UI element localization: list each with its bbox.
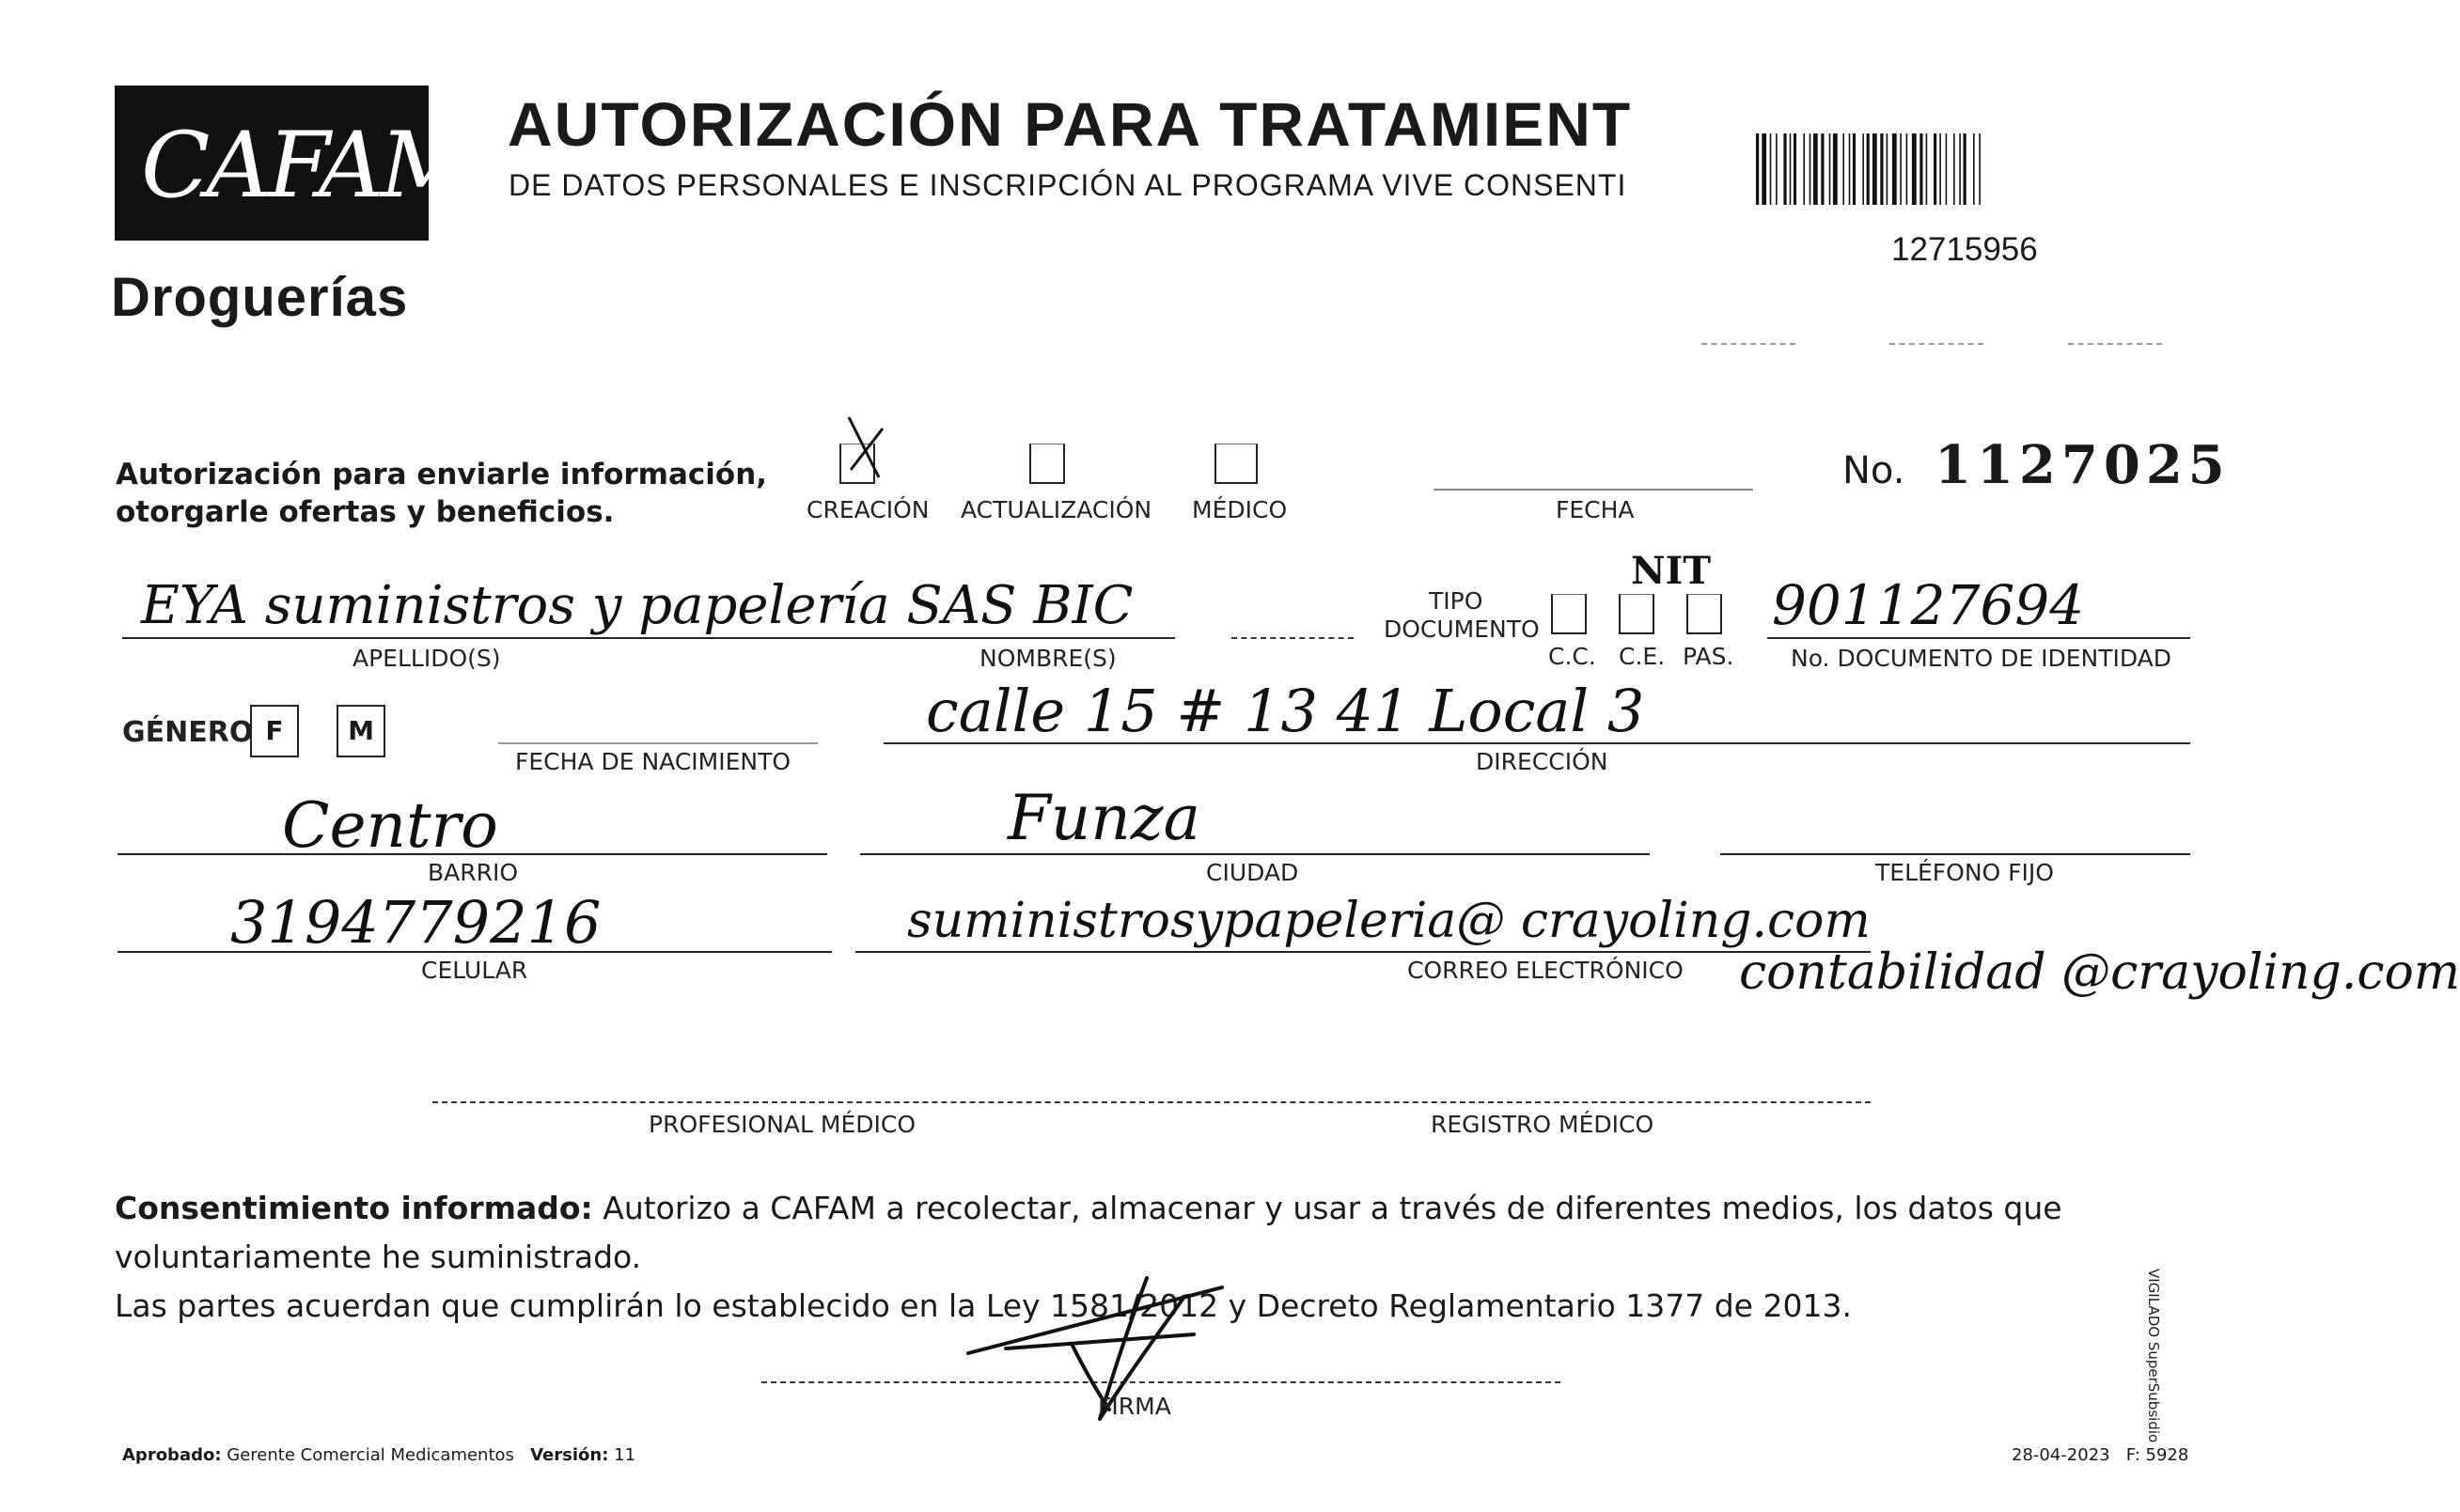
side-text: VIGILADO SuperSubsidio — [2145, 1269, 2162, 1443]
nit-note: NIT — [1631, 549, 1712, 593]
firma-label: FIRMA — [1098, 1393, 1171, 1420]
version-label: Versión: — [530, 1445, 609, 1465]
form-code: F: 5928 — [2125, 1445, 2189, 1465]
ciudad-label: CIUDAD — [1206, 859, 1299, 886]
consent-text-2: Las partes acuerdan que cumplirán lo establecido en la Ley 1581/2012 y Decreto Reglamentario 1377 de 2013. — [115, 1287, 1852, 1324]
barrio-value[interactable]: Centro — [282, 789, 498, 862]
barcode-icon — [1756, 133, 2130, 205]
ciudad-value[interactable]: Funza — [1008, 782, 1200, 854]
option-creacion-label: CREACIÓN — [807, 496, 930, 523]
correo-value[interactable]: suministrosypapeleria@ crayoling.com — [907, 893, 1871, 949]
nacimiento-line — [498, 742, 818, 744]
telefono-label: TELÉFONO FIJO — [1875, 859, 2054, 886]
version-value: 11 — [614, 1445, 636, 1465]
registro-label: REGISTRO MÉDICO — [1431, 1111, 1654, 1138]
consent-text-1: Autorizo a CAFAM a recolectar, almacenar y usar a través de diferentes medios, los datos que voluntariamente he suministrado. — [115, 1190, 2062, 1275]
genero-f-checkbox[interactable]: F — [250, 705, 299, 757]
nacimiento-label: FECHA DE NACIMIENTO — [515, 748, 791, 775]
nombres-label: NOMBRE(S) — [979, 645, 1117, 672]
footer-aprobado — [122, 1445, 635, 1465]
barrio-label: BARRIO — [428, 859, 519, 886]
form-number: 1127025 — [1935, 434, 2231, 496]
date-code: 28-04-2023 — [2012, 1445, 2110, 1465]
option-medico-label: MÉDICO — [1192, 496, 1288, 523]
genero-m-checkbox[interactable]: M — [337, 705, 385, 757]
ce-label: C.E. — [1619, 643, 1666, 670]
tipo-doc-label-2: DOCUMENTO — [1384, 616, 1540, 643]
profesional-label: PROFESIONAL MÉDICO — [649, 1111, 917, 1138]
footer-codes — [2012, 1445, 2188, 1465]
cc-label: C.C. — [1548, 643, 1596, 670]
aprobado-label: Aprobado: — [122, 1445, 222, 1465]
number-label: No. — [1842, 449, 1905, 492]
pas-checkbox[interactable] — [1686, 594, 1722, 634]
authorization-line-2: otorgarle ofertas y beneficios. — [116, 495, 615, 529]
logo-text: CAFAM — [141, 113, 469, 218]
doc-number-value[interactable]: 901127694 — [1772, 573, 2085, 637]
barcode-number: 12715956 — [1891, 231, 2038, 268]
actualizacion-checkbox[interactable] — [1029, 444, 1065, 484]
direccion-value[interactable]: calle 15 # 13 41 Local 3 — [926, 677, 1645, 745]
check-mark-icon — [841, 412, 907, 487]
genero-label: GÉNERO — [122, 716, 254, 749]
brand-subtitle: Droguerías — [111, 267, 409, 328]
pas-label: PAS. — [1683, 643, 1734, 670]
fecha-line — [1434, 489, 1753, 491]
celular-value[interactable]: 3194779216 — [230, 888, 602, 957]
direccion-label: DIRECCIÓN — [1476, 748, 1608, 775]
option-actualizacion-label: ACTUALIZACIÓN — [961, 496, 1152, 523]
name-value[interactable]: EYA suministros y papelería SAS BIC — [141, 575, 1134, 636]
medico-checkbox[interactable] — [1214, 444, 1258, 484]
tipo-doc-label-1: TIPO — [1429, 587, 1483, 615]
celular-label: CELULAR — [421, 957, 528, 984]
authorization-line-1: Autorización para enviarle información, — [116, 458, 768, 491]
page-title: AUTORIZACIÓN PARA TRATAMIENT — [508, 89, 1633, 159]
aprobado-value: Gerente Comercial Medicamentos — [227, 1445, 514, 1465]
fecha-label: FECHA — [1556, 496, 1635, 523]
ce-checkbox[interactable] — [1619, 594, 1654, 634]
doc-number-label: No. DOCUMENTO DE IDENTIDAD — [1791, 645, 2172, 672]
correo-value-2[interactable]: contabilidad @crayoling.com — [1739, 944, 2460, 1001]
page-subtitle: DE DATOS PERSONALES E INSCRIPCIÓN AL PROGRAMA VIVE CONSENTI — [509, 168, 1627, 202]
apellidos-label: APELLIDO(S) — [353, 645, 501, 672]
correo-label: CORREO ELECTRÓNICO — [1407, 957, 1684, 984]
consent-heading: Consentimiento informado: — [115, 1190, 593, 1226]
cc-checkbox[interactable] — [1551, 594, 1587, 634]
authorization-text — [116, 456, 767, 531]
